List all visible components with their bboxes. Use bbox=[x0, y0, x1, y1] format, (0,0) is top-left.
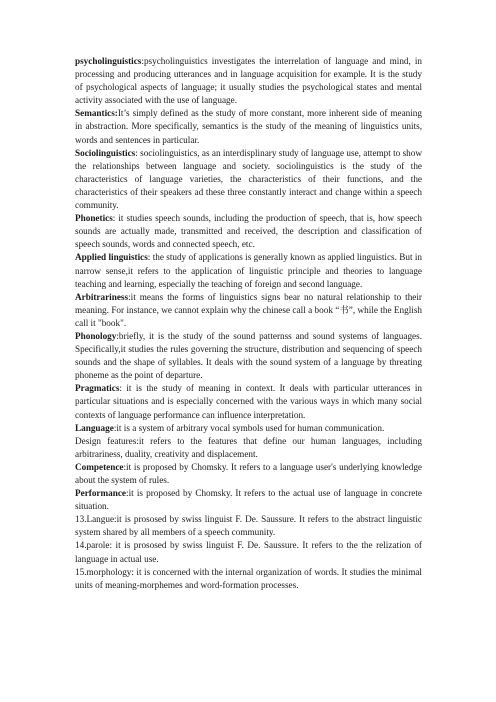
term-separator: : bbox=[128, 291, 131, 302]
term: Performance bbox=[75, 488, 127, 499]
entry-langue bbox=[75, 513, 422, 539]
term: Applied linguistics bbox=[75, 252, 148, 263]
definition: it is proposed by Chomsky. It refers to a language user's underlying knowledge about the system of rules. bbox=[75, 461, 422, 485]
definition: 13.Langue:it is prososed by swiss linguist F. De. Saussure. It refers to the abstract linguistic system shared by all members of a speech community. bbox=[75, 514, 422, 538]
entry-competence bbox=[75, 461, 422, 487]
definition: the study of applications is generally known as applied linguistics. But in narrow sense,it refers to the application of linguistic principle and theories to language teaching and learning, especially the teaching of foreign and second language. bbox=[75, 252, 422, 289]
term: Phonology bbox=[75, 330, 117, 341]
term-separator: : bbox=[112, 213, 119, 224]
term: Semantics: bbox=[75, 108, 118, 119]
definition: It’s simply defined as the study of more constant, more inherent side of meaning in abstraction. More specifically, semantics is the study of the meaning of linguistics units, words and sentences in particular. bbox=[75, 108, 422, 145]
term-separator: : bbox=[116, 330, 119, 341]
entry-language bbox=[75, 422, 422, 435]
entry-arbitrariness bbox=[75, 291, 422, 330]
term: Sociolinguistics bbox=[75, 147, 136, 158]
definition: Design features:it refers to the features that define our human languages, including arbitrariness, duality, creativity and displacement. bbox=[75, 435, 422, 459]
term-separator: : bbox=[123, 461, 127, 472]
term: Language bbox=[75, 422, 114, 433]
entry-parole bbox=[75, 539, 422, 565]
definition: psycholinguistics investigates the interrelation of language and mind, in processing and producing utterances and in language acquisition for example. It is the study of psychological aspects of language; it usually studies the psychological states and mental activity associated with the use of language. bbox=[75, 56, 422, 106]
term: Phonetics bbox=[75, 213, 113, 224]
term: Arbitrariness bbox=[75, 291, 129, 302]
entry-phonology bbox=[75, 330, 422, 382]
definition: it is a system of arbitrary vocal symbols used for human communication. bbox=[116, 422, 385, 433]
definition: 14.parole: it is prososed by swiss linguist F. De. Saussure. It refers to the the relization of language in actual use. bbox=[75, 540, 422, 564]
entry-semantics bbox=[75, 107, 422, 146]
term: Pragmatics bbox=[75, 383, 120, 394]
entry-performance bbox=[75, 487, 422, 513]
term-separator: : bbox=[113, 422, 117, 433]
entry-applied-linguistics bbox=[75, 251, 422, 290]
definition: it is proposed by Chomsky. It refers to the actual use of language in concrete situation. bbox=[75, 488, 422, 512]
term-separator: : bbox=[147, 252, 153, 263]
term-separator: : bbox=[119, 383, 127, 394]
definition: it is the study of meaning in context. It deals with particular utterances in particular situations and is especially concerned with the various ways in which many social contexts of language performance can influence interpretation. bbox=[75, 383, 422, 420]
term: psycholinguistics bbox=[75, 56, 142, 66]
definition: it studies speech sounds, including the production of speech, that is, how speech sounds are actually made, transmitted and received, the description and classification of speech sounds, words and connected speech, etc. bbox=[75, 213, 422, 250]
definition: it means the forms of linguistics signs bear no natural relationship to their meaning. For instance, we cannot explain why the chinese call a book “书”, while the English call it "book". bbox=[75, 291, 422, 328]
term-separator: : bbox=[135, 147, 141, 158]
entry-morphology bbox=[75, 566, 422, 592]
term-separator: : bbox=[141, 56, 144, 66]
definition: sociolinguistics, as an interdisplinary study of language use, attempt to show the relationships between language and society. sociolinguistics is the study of the characteristics of language varieties, the characteristics of their functions, and the characteristics of their speakers ad these three constantly interact and change within a speech community. bbox=[75, 147, 422, 211]
term-separator: : bbox=[126, 488, 129, 499]
entry-phonetics bbox=[75, 212, 422, 251]
entry-pragmatics bbox=[75, 382, 422, 421]
entry-sociolinguistics bbox=[75, 147, 422, 212]
term: Competence bbox=[75, 461, 124, 472]
document-page bbox=[75, 55, 422, 592]
entry-psycholinguistics bbox=[75, 55, 422, 107]
definition: briefly, it is the study of the sound patternss and sound systems of languages. Specifically,it studies the rules governing the structure, distribution and sequencing of speech sounds and the shape of syllables. It deals with the sound system of a language by threating phoneme as the point of departure. bbox=[75, 330, 422, 381]
entry-design-features bbox=[75, 435, 422, 461]
definition: 15.morphology: it is concerned with the internal organization of words. It studies the minimal units of meaning-morphemes and word-formation processes. bbox=[75, 566, 422, 590]
